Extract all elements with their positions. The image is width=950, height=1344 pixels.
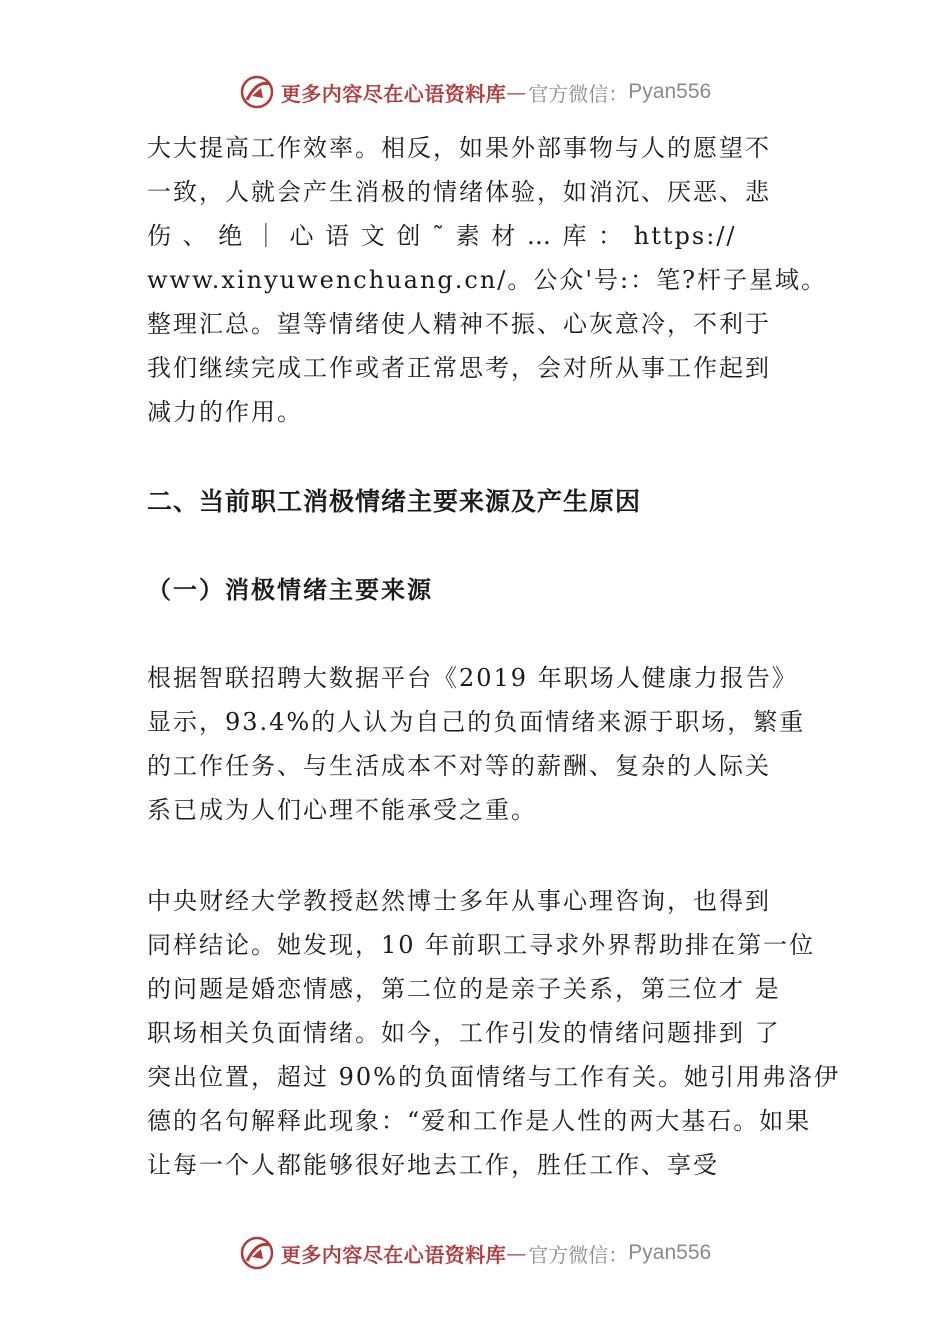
text-line: 大大提高工作效率。相反，如果外部事物与人的愿望不 [147,134,771,162]
text-line: 系已成为人们心理不能承受之重。 [147,796,537,824]
footer-wechat-id: Pyan556 [628,1241,712,1264]
sub-heading: （一）消极情绪主要来源 [147,575,433,604]
text-line: 显示，93.4%的人认为自己的负面情绪来源于职场，繁重 [147,708,806,736]
brand-logo-icon [239,74,275,110]
text-line: 同样结论。她发现，10 年前职工寻求外界帮助排在第一位 [147,931,816,959]
text-line: 职场相关负面情绪。如今，工作引发的情绪问题排到 了 [147,1019,781,1047]
header-wechat-label: 官方微信： [528,81,629,106]
header-brand-text: 更多内容尽在心语资料库 [280,81,507,106]
brand-logo-icon [239,1235,275,1271]
text-line: www.xinyuwenchuang.cn/。公众'号:：笔?杆子星域。 [147,266,827,294]
text-line: 根据智联招聘大数据平台《2019 年职场人健康力报告》 [147,664,798,692]
footer-banner [0,1233,950,1273]
paragraph-professor [147,879,840,1187]
text-line: 我们继续完成工作或者正常思考，会对所从事工作起到 [147,354,771,382]
header-banner [0,72,950,112]
footer-dash: — [506,1241,527,1265]
text-line: 的工作任务、与生活成本不对等的薪酬、复杂的人际关 [147,752,771,780]
intro-paragraph [147,126,837,434]
text-line: 的问题是婚恋情感，第二位的是亲子关系，第三位才 是 [147,975,781,1003]
paragraph-report [147,656,837,832]
text-line: 德的名句解释此现象：“爱和工作是人性的两大基石。如果 [147,1107,812,1135]
text-line: 减力的作用。 [147,398,303,426]
text-line: 中央财经大学教授赵然博士多年从事心理咨询，也得到 [147,887,771,915]
text-line: 伤 、 绝 ｜ 心 语 文 创 ˜ 素 材 … 库 ： https:// [147,222,737,250]
text-line: 突出位置，超过 90%的负面情绪与工作有关。她引用弗洛伊 [147,1063,840,1091]
header-dash: — [506,80,527,104]
section-heading: 二、当前职工消极情绪主要来源及产生原因 [147,487,642,516]
footer-wechat-label: 官方微信： [528,1242,629,1267]
text-line: 一致，人就会产生消极的情绪体验，如消沉、厌恶、悲 [147,178,771,206]
text-line: 让每一个人都能够很好地去工作，胜任工作、享受 [147,1151,719,1179]
header-wechat-id: Pyan556 [628,80,712,103]
text-line: 整理汇总。望等情绪使人精神不振、心灰意冷，不利于 [147,310,771,338]
footer-brand-text: 更多内容尽在心语资料库 [280,1242,507,1267]
